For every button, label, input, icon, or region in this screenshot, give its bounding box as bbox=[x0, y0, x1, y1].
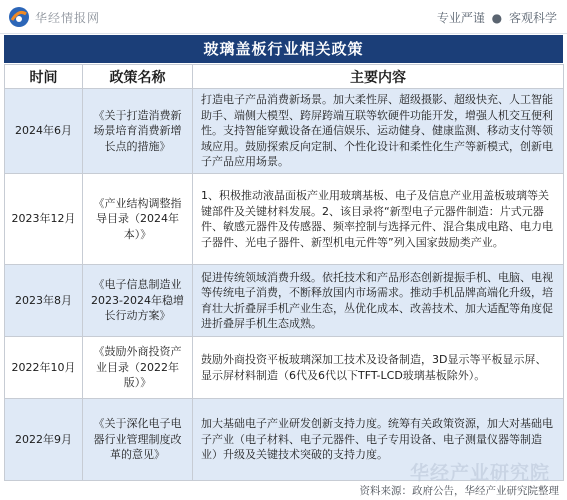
cell-time: 2023年12月 bbox=[5, 174, 83, 265]
slogan-separator: ● bbox=[491, 11, 503, 25]
cell-policy-name: 《关于打造消费新场景培育消费新增长点的措施》 bbox=[83, 89, 193, 174]
cell-time: 2022年10月 bbox=[5, 337, 83, 399]
table-row bbox=[5, 265, 564, 337]
cell-content: 打造电子产品消费新场景。加大柔性屏、超级摄影、超级快充、人工智能助手、端侧大模型、跨屏跨端互联等软硬件功能开发，增强人机交互便利性。支持智能穿戴设备在通信娱乐、运动健身、健康监测、移动支付等领域应用。鼓励探索反向定制、个性化设计和柔性化生产等新模式，创新电子产品应用场景。 bbox=[193, 89, 564, 174]
watermark-text: 华经产业研究院 bbox=[410, 462, 551, 484]
top-header-bar bbox=[0, 0, 567, 34]
table-row bbox=[5, 337, 564, 399]
column-header-time: 时间 bbox=[5, 65, 83, 89]
slogan bbox=[437, 9, 557, 26]
cell-content: 促进传统领域消费升级。依托技术和产品形态创新提振手机、电脑、电视等传统电子消费，不断释放国内市场需求。推动手机品牌高端化升级，培育壮大折叠屏手机产业生态，丛优化成本、改善技术、加大适配等角度促进折叠屏手机生态成熟。 bbox=[193, 265, 564, 337]
document-title: 玻璃盖板行业相关政策 bbox=[4, 35, 563, 63]
cell-content: 1、积极推动液晶面板产业用玻璃基板、电子及信息产业用盖板玻璃等关键部件及关键材料发展。2、该目录将“新型电子元器件制造：片式元器件、敏感元器件及传感器、频率控制与选择元件、混合集成电路、电力电子器件、光电子器件、新型机电元件等”列入国家鼓励类产业。 bbox=[193, 174, 564, 265]
column-header-content: 主要内容 bbox=[193, 65, 564, 89]
table-row bbox=[5, 89, 564, 174]
cell-time: 2022年9月 bbox=[5, 399, 83, 481]
cell-time: 2024年6月 bbox=[5, 89, 83, 174]
slogan-right: 客观科学 bbox=[508, 11, 557, 25]
slogan-left: 专业严谨 bbox=[436, 11, 485, 25]
column-header-policy-name: 政策名称 bbox=[83, 65, 193, 89]
table-header-row bbox=[5, 65, 564, 89]
cell-time: 2023年8月 bbox=[5, 265, 83, 337]
cell-content: 加大基础电子产业研发创新支持力度。统筹有关政策资源，加大对基础电子产业（电子材料、电子元器件、电子专用设备、电子测量仪器等制造业）升级及关键技术突破的支持力度。 bbox=[193, 399, 564, 481]
cell-policy-name: 《鼓励外商投资产业目录（2022年版）》 bbox=[83, 337, 193, 399]
huajing-logo-icon bbox=[8, 6, 30, 28]
cell-content: 鼓励外商投资平板玻璃深加工技术及设备制造，3D显示等平板显示屏、显示屏材料制造（6代及6代以下TFT-LCD玻璃基板除外）。 bbox=[193, 337, 564, 399]
cell-policy-name: 《电子信息制造业2023-2024年稳增长行动方案》 bbox=[83, 265, 193, 337]
table-row bbox=[5, 174, 564, 265]
source-note: 资料来源：政府公告，华经产业研究院整理 bbox=[359, 485, 559, 497]
cell-policy-name: 《产业结构调整指导目录（2024年本）》 bbox=[83, 174, 193, 265]
cell-policy-name: 《关于深化电子电器行业管理制度改革的意见》 bbox=[83, 399, 193, 481]
brand-name: 华经情报网 bbox=[35, 11, 101, 25]
policy-table bbox=[4, 64, 564, 481]
